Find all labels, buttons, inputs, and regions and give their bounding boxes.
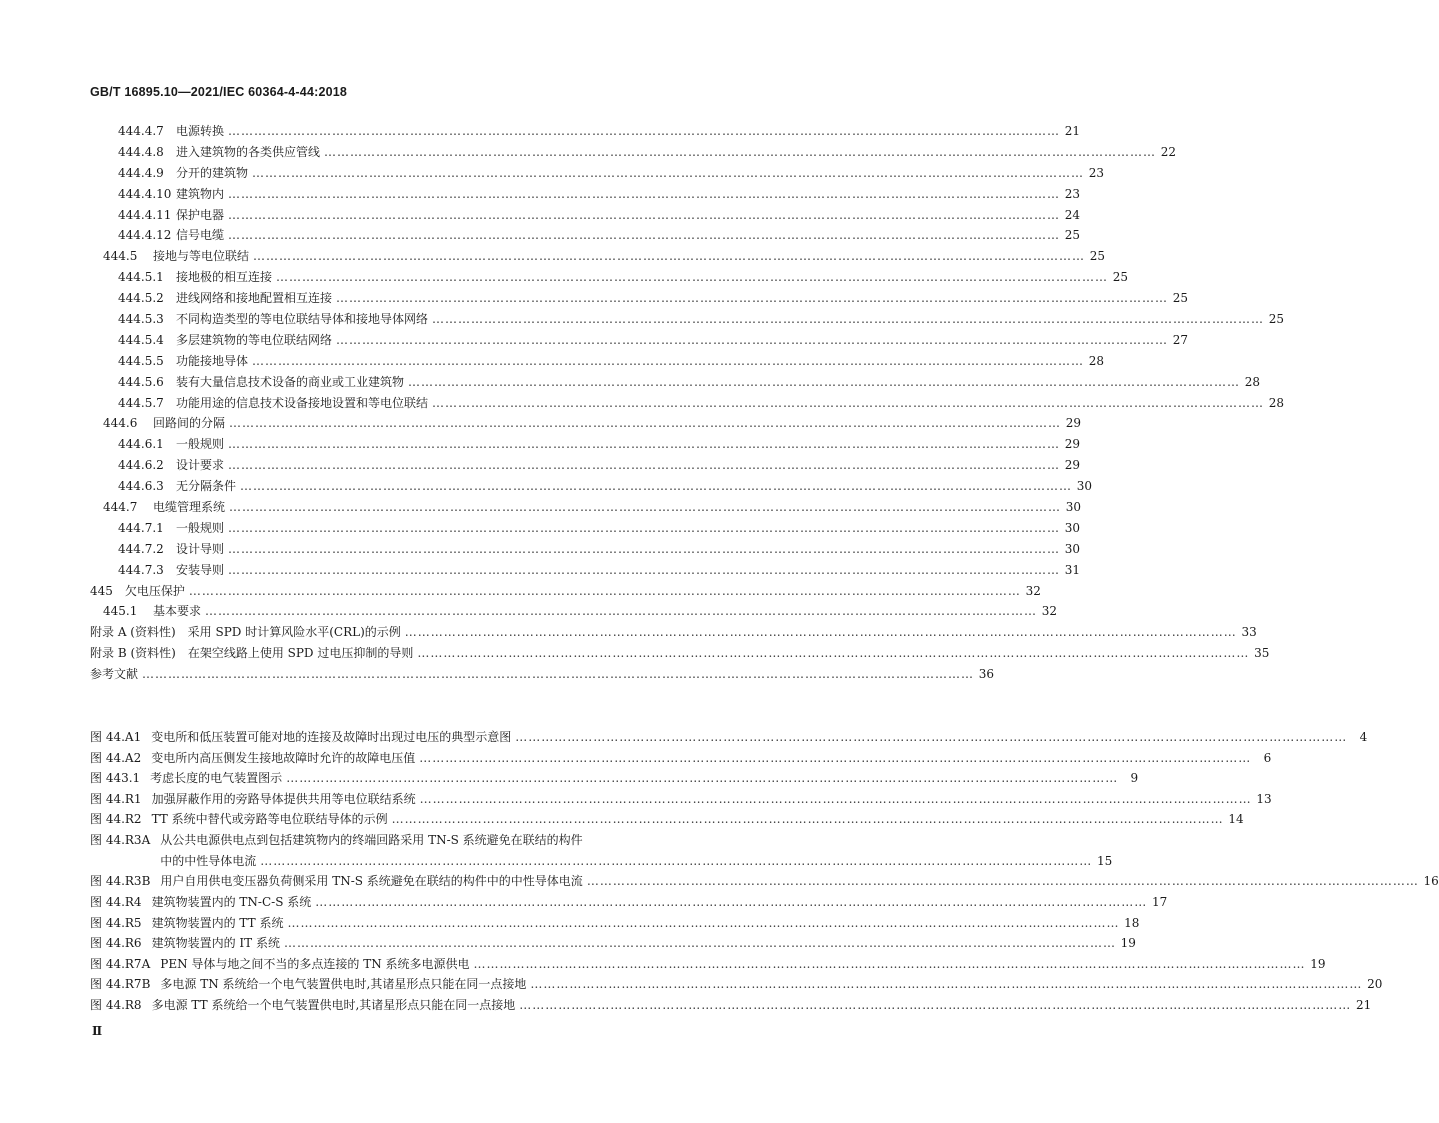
toc-entry-title: 多层建筑物的等电位联结网络 (176, 332, 333, 347)
toc-entry[interactable] (0, 330, 1189, 351)
dot-leader (228, 121, 1060, 142)
toc-entry-title: 无分隔条件 (176, 479, 237, 494)
figure-page: 6 (1263, 750, 1272, 765)
toc-entry-title: 进入建筑物的各类供应管线 (176, 144, 321, 159)
toc-entry-title: 保护电器 (176, 207, 225, 222)
dot-leader (228, 518, 1060, 539)
figure-number: 图 44.A2 (90, 750, 142, 765)
figure-entry[interactable] (0, 995, 1372, 1016)
figure-page: 21 (1355, 998, 1372, 1013)
toc-entry-number: 445.1 (103, 604, 138, 619)
toc-entry-number: 444.5.3 (118, 312, 164, 327)
figure-page: 17 (1151, 895, 1168, 910)
figure-entry[interactable] (0, 748, 1272, 769)
figure-number: 图 44.R3A (90, 832, 151, 847)
toc-entry-number: 444.4.7 (118, 124, 164, 138)
toc-entry[interactable] (0, 434, 1081, 455)
toc-entry-title: 在架空线路上使用 SPD 过电压抑制的导则 (187, 646, 414, 661)
toc-entry-title: 功能用途的信息技术设备接地设置和等电位联结 (176, 395, 429, 410)
toc-entry-page: 25 (1064, 228, 1081, 243)
toc-entry[interactable] (0, 142, 1177, 163)
toc-entry-page: 27 (1172, 332, 1189, 347)
toc-entry-title: 建筑物内 (176, 186, 225, 201)
dot-leader (408, 372, 1240, 393)
figure-entry[interactable] (0, 913, 1140, 934)
toc-entry-number: 444.5.4 (118, 332, 164, 347)
toc-entry-number: 附录 B (资料性) (90, 646, 176, 661)
dot-leader (284, 933, 1116, 954)
toc-entry[interactable] (0, 455, 1081, 476)
toc-entry[interactable] (0, 476, 1093, 497)
toc-entry-number: 444.5.1 (118, 270, 164, 285)
toc-entry[interactable] (0, 205, 1081, 226)
toc-entry[interactable] (0, 413, 1082, 434)
dot-leader (432, 393, 1264, 414)
toc-entry[interactable] (0, 643, 1270, 664)
toc-entry-number: 444.5.7 (118, 395, 164, 410)
figure-title: 变电所内高压侧发生接地故障时允许的故障电压值 (151, 750, 416, 765)
toc-entry-title: 不同构造类型的等电位联结导体和接地导体网络 (176, 312, 429, 327)
toc-entry-number: 444.4.8 (118, 144, 164, 159)
figure-title: 用户自用供电变压器负荷侧采用 TN-S 系统避免在联结的构件中的中性导体电流 (160, 874, 583, 889)
toc-entry-number: 444.4.9 (118, 165, 164, 180)
toc-entry-number: 444.7 (103, 500, 138, 515)
toc-entry-page: 29 (1065, 416, 1082, 431)
figure-number: 图 443.1 (90, 771, 141, 786)
dot-leader (252, 163, 1084, 184)
figure-title: 建筑物装置内的 TN-C-S 系统 (151, 895, 312, 910)
dot-leader (229, 497, 1061, 518)
dot-leader (287, 913, 1119, 934)
toc-entry-page: 25 (1172, 291, 1189, 306)
toc-entry-number: 444.5 (103, 249, 138, 264)
toc-entry-title: 分开的建筑物 (176, 165, 249, 180)
figure-entry[interactable] (0, 974, 1383, 995)
figure-title: 建筑物装置内的 TT 系统 (151, 915, 284, 930)
toc-entry-title: 接地极的相互连接 (176, 270, 273, 285)
toc-entry-title: 装有大量信息技术设备的商业或工业建筑物 (176, 374, 405, 389)
toc-entry-page: 28 (1268, 395, 1285, 410)
dot-leader (417, 643, 1249, 664)
toc-entry-number: 444.5.5 (118, 353, 164, 368)
figure-title-continued: 中的中性导体电流 (160, 853, 257, 868)
dot-leader (229, 413, 1061, 434)
figure-title: PEN 导体与地之间不当的多点连接的 TN 系统多电源供电 (160, 956, 470, 971)
toc-entry-page: 30 (1065, 500, 1082, 515)
toc-entry-title: 一般规则 (176, 520, 225, 535)
figure-entry[interactable] (0, 830, 1113, 872)
toc-entry-title: 功能接地导体 (176, 353, 249, 368)
toc-entry-number: 444.6.3 (118, 479, 164, 494)
toc-entry[interactable] (0, 288, 1189, 309)
dot-leader (189, 581, 1021, 602)
toc-entry[interactable] (0, 225, 1081, 246)
figure-title: 加强屏蔽作用的旁路导体提供共用等电位联结系统 (151, 791, 416, 806)
toc-entry-number: 444.6 (103, 416, 138, 431)
toc-entry-page: 32 (1041, 604, 1058, 619)
figure-number: 图 44.R1 (90, 791, 142, 806)
toc-entry-page: 29 (1064, 437, 1081, 452)
dot-leader (228, 205, 1060, 226)
toc-entry-page: 23 (1064, 186, 1081, 201)
dot-leader (205, 601, 1037, 622)
figure-page: 9 (1130, 771, 1139, 786)
toc-entry-title: 电缆管理系统 (153, 500, 226, 515)
figure-page: 19 (1120, 936, 1136, 951)
toc-entry[interactable] (0, 539, 1081, 560)
figure-title-line2 (160, 851, 1112, 872)
dot-leader (420, 789, 1252, 810)
toc-entry-number: 444.5.2 (118, 291, 164, 306)
dot-leader (252, 351, 1084, 372)
dot-leader (260, 851, 1092, 872)
figure-number: 图 44.R7B (90, 977, 151, 992)
toc-entry-page: 30 (1064, 541, 1081, 556)
toc-entry-page: 29 (1064, 458, 1081, 473)
standard-code-header: GB/T 16895.10—2021/IEC 60364-4-44:2018 (90, 85, 348, 99)
toc-entry[interactable] (0, 184, 1081, 205)
toc-entry[interactable] (0, 664, 995, 685)
toc-entry-page: 24 (1064, 207, 1081, 222)
figure-number: 图 44.R2 (90, 812, 142, 827)
dot-leader (392, 809, 1224, 830)
figure-title-block (160, 830, 1112, 871)
toc-entry[interactable] (0, 622, 1257, 643)
toc-entry-title: 回路间的分隔 (153, 416, 226, 431)
dot-leader (324, 142, 1156, 163)
toc-entry-page: 22 (1160, 144, 1177, 159)
toc-entry-page: 30 (1076, 479, 1093, 494)
toc-entry-number: 444.4.12 (118, 228, 172, 243)
dot-leader (474, 954, 1306, 975)
figure-title: 变电所和低压装置可能对地的连接及故障时出现过电压的典型示意图 (151, 730, 512, 744)
dot-leader (228, 560, 1060, 581)
toc-entry[interactable] (0, 267, 1129, 288)
figure-title: 多电源 TT 系统给一个电气装置供电时,其诸星形点只能在同一点接地 (151, 998, 516, 1013)
figure-entry[interactable] (0, 727, 1368, 748)
toc-entry-title: 采用 SPD 时计算风险水平(CRL)的示例 (187, 625, 401, 640)
toc-entry-title: 进线网络和接地配置相互连接 (176, 291, 333, 306)
toc-entry-page: 25 (1268, 312, 1285, 327)
figure-entry[interactable] (0, 768, 1139, 789)
figure-number: 图 44.R6 (90, 936, 142, 951)
figure-page: 15 (1096, 853, 1113, 868)
toc-entry-page: 36 (978, 667, 995, 682)
figure-page: 16 (1423, 874, 1439, 889)
figure-number: 图 44.R7A (90, 956, 151, 971)
toc-entry-number: 445 (90, 583, 113, 598)
toc-entry-page: 33 (1241, 625, 1257, 640)
dot-leader (587, 871, 1419, 892)
dot-leader (432, 309, 1264, 330)
figure-title: 考虑长度的电气装置图示 (150, 771, 283, 786)
figure-number: 图 44.R4 (90, 895, 142, 910)
toc-entry-title: 接地与等电位联结 (153, 249, 250, 264)
figure-title: TT 系统中替代或旁路等电位联结导体的示例 (151, 812, 388, 827)
figure-entry[interactable] (0, 871, 1439, 892)
figure-page: 18 (1124, 915, 1140, 930)
figure-page: 14 (1228, 812, 1244, 827)
figure-page: 20 (1367, 977, 1383, 992)
toc-entry[interactable] (0, 121, 1081, 142)
figure-number: 图 44.R5 (90, 915, 142, 930)
figure-entry[interactable] (0, 892, 1168, 913)
toc-entry-title: 欠电压保护 (124, 583, 185, 598)
page-number-footer: Ⅱ (92, 1024, 103, 1038)
dot-leader (419, 748, 1251, 769)
toc-entry-page: 30 (1064, 520, 1081, 535)
toc-entry-page: 23 (1088, 165, 1105, 180)
toc-entry-page: 21 (1064, 124, 1081, 138)
dot-leader (405, 622, 1237, 643)
dot-leader (142, 664, 974, 685)
toc-entry-number: 444.4.11 (118, 207, 172, 222)
table-of-contents (0, 121, 1285, 685)
dot-leader (276, 267, 1108, 288)
dot-leader (519, 995, 1351, 1016)
dot-leader (530, 974, 1362, 995)
toc-entry-page: 25 (1112, 270, 1129, 285)
toc-entry-title: 一般规则 (176, 437, 225, 452)
toc-entry-title: 安装导则 (176, 562, 225, 577)
toc-entry[interactable] (0, 309, 1285, 330)
dot-leader (336, 330, 1168, 351)
toc-entry-title: 电源转换 (176, 124, 225, 138)
figure-page: 13 (1256, 791, 1272, 806)
toc-entry-page: 31 (1064, 562, 1081, 577)
toc-entry-number: 444.5.6 (118, 374, 164, 389)
toc-entry-page: 28 (1088, 353, 1105, 368)
dot-leader (228, 184, 1060, 205)
figure-page: 4 (1359, 730, 1368, 744)
dot-leader (515, 727, 1347, 748)
figure-entry[interactable] (0, 789, 1272, 810)
dot-leader (253, 246, 1085, 267)
dot-leader (336, 288, 1168, 309)
toc-entry[interactable] (0, 518, 1081, 539)
figure-title: 从公共电源供电点到包括建筑物内的终端回路采用 TN-S 系统避免在联结的构件 (160, 832, 583, 847)
toc-entry-number: 参考文献 (90, 667, 139, 682)
toc-entry-title: 基本要求 (153, 604, 202, 619)
figure-title: 建筑物装置内的 IT 系统 (151, 936, 280, 951)
dot-leader (228, 434, 1060, 455)
toc-entry[interactable] (0, 351, 1105, 372)
dot-leader (240, 476, 1072, 497)
toc-entry[interactable] (0, 581, 1041, 602)
figure-number: 图 44.R3B (90, 874, 151, 889)
figure-title: 多电源 TN 系统给一个电气装置供电时,其诸星形点只能在同一点接地 (160, 977, 527, 992)
dot-leader (228, 455, 1060, 476)
dot-leader (315, 892, 1147, 913)
list-of-figures (0, 727, 1439, 1016)
toc-entry-number: 444.7.3 (118, 562, 164, 577)
figure-entry[interactable] (0, 933, 1136, 954)
toc-entry[interactable] (0, 372, 1261, 393)
toc-entry-number: 444.4.10 (118, 186, 172, 201)
toc-entry-number: 444.7.2 (118, 541, 164, 556)
toc-entry-title: 信号电缆 (176, 228, 225, 243)
figure-number: 图 44.R8 (90, 998, 142, 1013)
figure-number: 图 44.A1 (90, 730, 142, 744)
toc-entry[interactable] (0, 601, 1058, 622)
toc-entry-page: 28 (1244, 374, 1261, 389)
toc-entry[interactable] (0, 560, 1081, 581)
figure-page: 19 (1310, 956, 1326, 971)
toc-entry[interactable] (0, 163, 1105, 184)
toc-entry-number: 444.7.1 (118, 520, 164, 535)
figure-entry[interactable] (0, 809, 1244, 830)
toc-entry-number: 444.6.1 (118, 437, 164, 452)
toc-entry-number: 444.6.2 (118, 458, 164, 473)
toc-entry[interactable] (0, 497, 1082, 518)
dot-leader (286, 768, 1118, 789)
toc-entry[interactable] (0, 246, 1106, 267)
toc-entry-page: 32 (1025, 583, 1041, 598)
toc-entry[interactable] (0, 393, 1285, 414)
toc-entry-title: 设计要求 (176, 458, 225, 473)
dot-leader (228, 225, 1060, 246)
toc-entry-title: 设计导则 (176, 541, 225, 556)
toc-entry-number: 附录 A (资料性) (90, 625, 176, 640)
figure-entry[interactable] (0, 954, 1326, 975)
toc-entry-page: 25 (1089, 249, 1106, 264)
dot-leader (228, 539, 1060, 560)
toc-entry-page: 35 (1254, 646, 1270, 661)
